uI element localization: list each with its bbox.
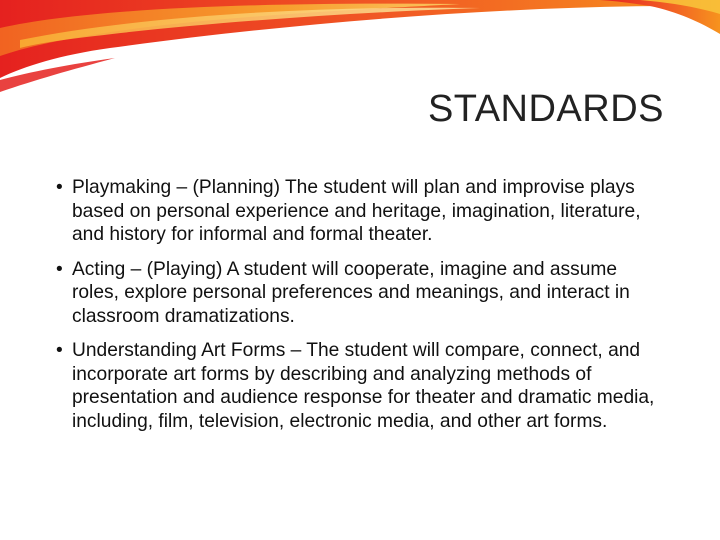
flame-swoosh-decoration [0, 0, 720, 100]
bullet-list [56, 176, 668, 433]
bullet-item-playmaking [56, 176, 668, 247]
bullet-text-understanding-art-forms: Understanding Art Forms – The student will compare, connect, and incorporate art forms by describing and analyzing methods of presentation and audience response for theater and dramatic media, including, film, television, electronic media, and other art forms. [72, 340, 655, 432]
bullet-marker: • [56, 340, 63, 361]
bullet-item-understanding-art-forms [56, 339, 668, 433]
bullet-item-acting [56, 258, 668, 329]
bullet-marker: • [56, 177, 63, 198]
bullet-content [56, 176, 668, 444]
bullet-text-playmaking: Playmaking – (Planning) The student will plan and improvise plays based on personal experience and heritage, imagination, literature, and history for informal and formal theater. [72, 177, 641, 245]
slide-title: STANDARDS [427, 88, 664, 130]
bullet-marker: • [56, 258, 63, 280]
bullet-text-acting: Acting – (Playing) A student will cooperate, imagine and assume roles, explore personal preferences and meanings, and interact in classroom dramatizations. [72, 258, 630, 327]
